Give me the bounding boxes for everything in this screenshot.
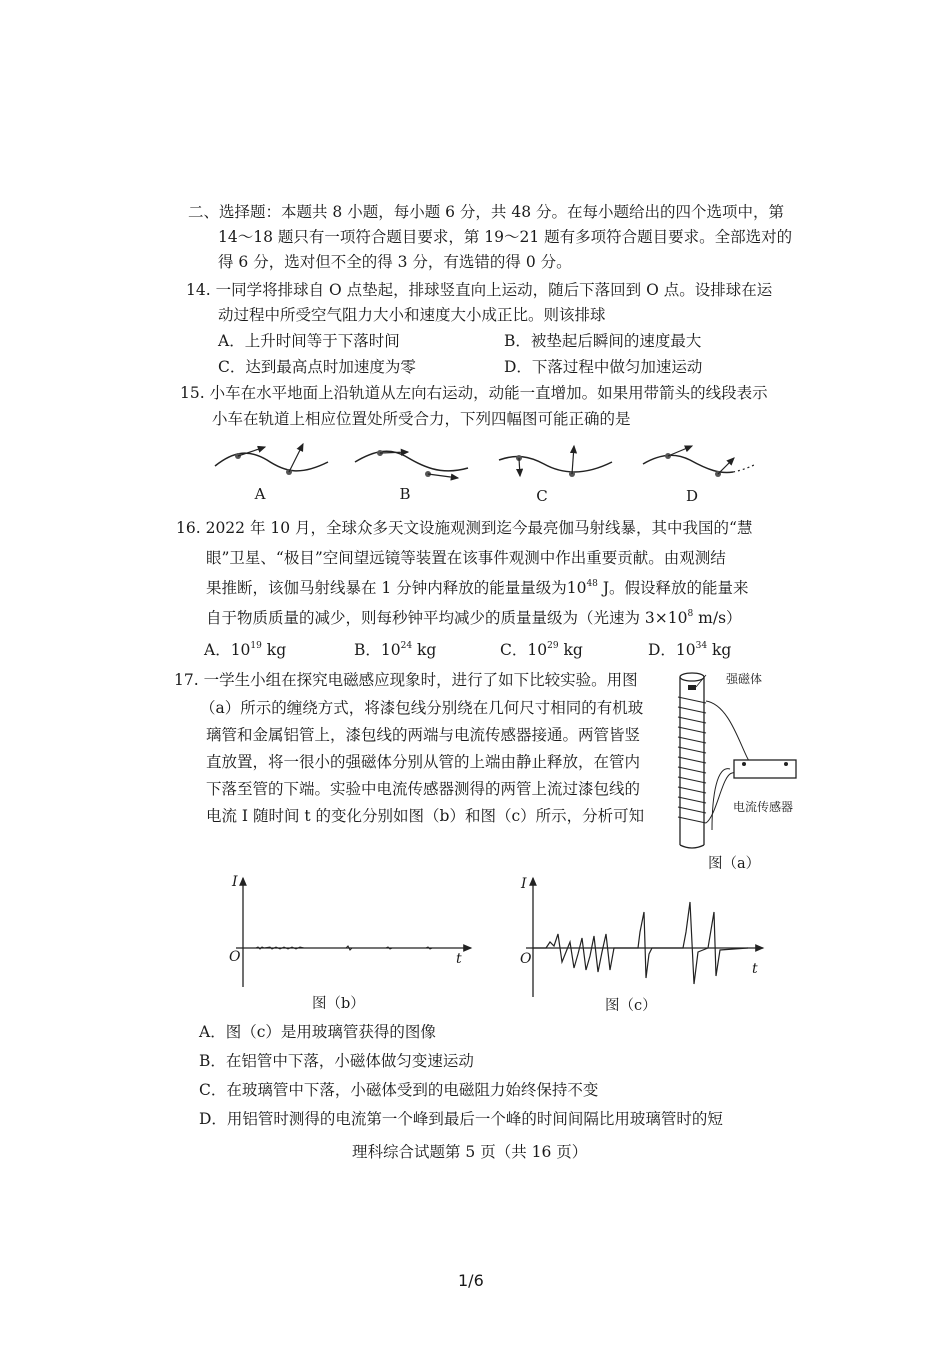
- q16-stem-line-4: 自于物质质量的减少，则每秒钟平均减少的质量量级为（光速为 $3\times 10^8$ m/s）: [206, 609, 742, 627]
- q17-option-d: D．用铝管时测得的电流第一个峰到最后一个峰的时间间隔比用玻璃管时的短: [199, 1110, 723, 1128]
- q17-figure-c-caption: 图（c）: [605, 998, 657, 1014]
- q16-stem-line-1: 16. 2022 年 10 月，全球众多天文设施观测到迄今最亮伽马射线暴，其中我国的“慧: [176, 519, 753, 537]
- page-number: 1/6: [458, 1271, 484, 1290]
- q17-b-x-label: t: [456, 951, 462, 967]
- q17-magnet-label: 强磁体: [726, 672, 763, 686]
- q17-figure-c-graph: [518, 872, 768, 1002]
- q16-option-d: D．$10^{34}$ kg: [648, 641, 732, 659]
- q16-option-b: B．$10^{24}$ kg: [354, 641, 437, 659]
- q17-c-origin: O: [520, 951, 532, 967]
- q14-option-d: D．下落过程中做匀加速运动: [504, 358, 703, 376]
- q14-stem-line-1: 14. 一同学将排球自 O 点垫起，排球竖直向上运动，随后下落回到 O 点。设排球在运: [186, 281, 773, 299]
- q14-option-b: B．被垫起后瞬间的速度最大: [504, 332, 702, 350]
- q17-stem-line-6: 电流 I 随时间 t 的变化分别如图（b）和图（c）所示，分析可知: [206, 807, 645, 825]
- q17-sensor-label: 电流传感器: [733, 800, 794, 814]
- page-footer-info: 理科综合试题第 5 页（共 16 页）: [352, 1143, 588, 1161]
- q17-stem-line-2: （a）所示的缠绕方式，将漆包线分别绕在几何尺寸相同的有机玻: [200, 699, 644, 717]
- q17-b-origin: O: [229, 949, 241, 965]
- q14-stem-line-2: 动过程中所受空气阻力大小和速度大小成正比。则该排球: [218, 306, 606, 324]
- q17-stem-line-4: 直放置，将一很小的强磁体分别从管的上端由静止释放，在管内: [206, 753, 641, 771]
- q17-figure-b-caption: 图（b）: [312, 996, 365, 1012]
- q15-figure-b: [350, 432, 480, 482]
- q16-option-a: A．$10^{19}$ kg: [204, 641, 287, 659]
- q17-figure-a-caption: 图（a）: [708, 856, 761, 872]
- q15-stem-line-1: 15. 小车在水平地面上沿轨道从左向右运动，动能一直增加。如果用带箭头的线段表示: [180, 384, 768, 402]
- q14-option-c: C．达到最高点时加速度为零: [218, 358, 416, 376]
- q15-figure-c: [494, 432, 624, 482]
- q15-stem-line-2: 小车在轨道上相应位置处所受合力，下列四幅图可能正确的是: [212, 410, 631, 428]
- q16-stem-line-3: 果推断，该伽马射线暴在 1 分钟内释放的能量量级为$10^{48}$ J。假设释放的能量来: [206, 579, 749, 597]
- section-line-1: 二、选择题：本题共 8 小题，每小题 6 分，共 48 分。在每小题给出的四个选项中，第: [188, 203, 785, 221]
- q17-stem-line-5: 下落至管的下端。实验中电流传感器测得的两管上流过漆包线的: [206, 780, 641, 798]
- q14-option-a: A．上升时间等于下落时间: [218, 332, 400, 350]
- q17-figure-a-apparatus: [672, 665, 802, 855]
- q17-option-b: B．在铝管中下落，小磁体做匀变速运动: [199, 1052, 474, 1070]
- q17-stem-line-3: 璃管和金属铝管上，漆包线的两端与电流传感器接通。两管皆竖: [206, 726, 641, 744]
- q17-c-y-label: I: [521, 876, 527, 892]
- q17-stem-line-1: 17. 一学生小组在探究电磁感应现象时，进行了如下比较实验。用图: [174, 671, 638, 689]
- q15-label-d: D: [685, 487, 699, 505]
- q16-option-c: C．$10^{29}$ kg: [500, 641, 583, 659]
- q15-figure-a: [205, 432, 335, 482]
- q15-label-a: A: [254, 485, 266, 503]
- q16-stem-line-2: 眼”卫星、“极目”空间望远镜等装置在该事件观测中作出重要贡献。由观测结: [206, 549, 726, 567]
- q15-label-b: B: [399, 485, 411, 503]
- q15-label-c: C: [536, 487, 548, 505]
- q17-b-y-label: I: [232, 874, 238, 890]
- section-line-3: 得 6 分，选对但不全的得 3 分，有选错的得 0 分。: [218, 253, 572, 271]
- q17-figure-b-graph: [226, 872, 476, 992]
- q17-option-c: C．在玻璃管中下落，小磁体受到的电磁阻力始终保持不变: [199, 1081, 599, 1099]
- q15-figure-d: [638, 432, 768, 482]
- q17-option-a: A．图（c）是用玻璃管获得的图像: [199, 1023, 436, 1041]
- q17-c-x-label: t: [752, 961, 758, 977]
- section-line-2: 14～18 题只有一项符合题目要求，第 19～21 题有多项符合题目要求。全部选对的: [218, 228, 793, 246]
